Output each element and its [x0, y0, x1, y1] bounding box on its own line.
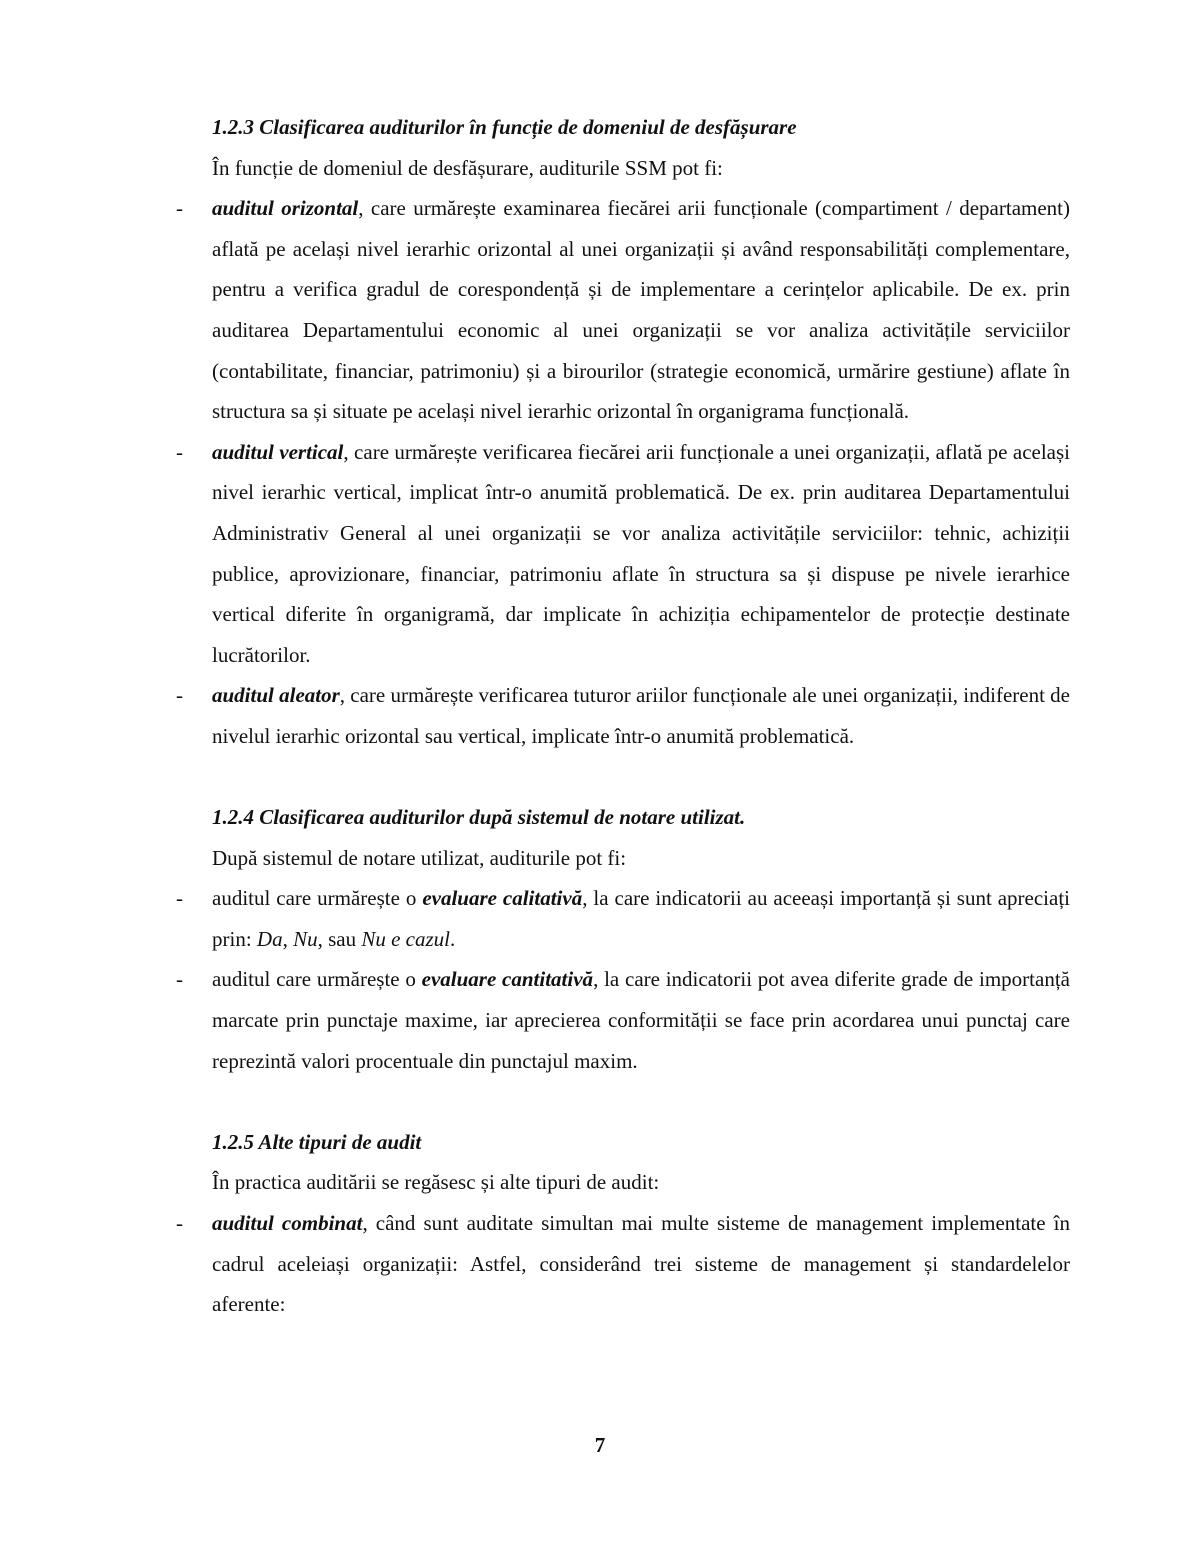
list-item-auditul-orizontal: [176, 188, 1070, 432]
section-intro-1-2-4: După sistemul de notare utilizat, auditurile pot fi:: [212, 845, 627, 870]
term-evaluare-cantitativa: evaluare cantitativă: [421, 967, 594, 992]
list-item-auditul-aleator: [176, 675, 1070, 756]
spacer: [212, 757, 1070, 798]
item-text: , la care indicatorii au aceeași importanță și sunt apreciați prin:: [212, 886, 1070, 951]
option-nu: Nu: [293, 926, 318, 951]
term-auditul-orizontal: auditul orizontal: [212, 196, 359, 221]
spacer: [212, 1081, 1070, 1122]
item-prefix: auditul care urmărește o: [212, 967, 422, 992]
option-nu-e-cazul: Nu e cazul: [361, 926, 451, 951]
item-text: , când sunt auditate simultan mai multe sisteme de management implementate în cadrul aceleiași organizații: Astfel, considerând trei sisteme de management și standardelelor aferente:: [212, 1211, 1071, 1317]
term-auditul-aleator: auditul aleator: [212, 683, 340, 708]
section-heading-1-2-5: 1.2.5 Alte tipuri de audit: [212, 1129, 422, 1154]
item-text: , care urmărește examinarea fiecărei arii funcționale (compartiment / departament) aflată pe același nivel ierarhic orizontal al unei organizații și având responsabilități complementare, pentru a verifica gradul de corespondență și de implementare a cerințelor aplicabile. De ex. prin auditarea Departamentului economic al unei organizații se vor analiza activitățile serviciilor (contabilitate, financiar, patrimoniu) și a birourilor (strategie economică, urmărire gestiune) aflate în structura sa și situate pe același nivel ierarhic orizontal în organigrama funcțională.: [212, 196, 1070, 424]
item-text: , care urmărește verificarea fiecărei arii funcționale a unei organizații, aflată pe același nivel ierarhic vertical, implicat într-o anumită problematică. De ex. prin auditarea Departamentului Administrativ General al unei organizații se vor analiza activitățile serviciilor: tehnic, achiziții publice, aprovizionare, financiar, patrimoniu aflate în structura sa și dispuse pe nivele ierarhice vertical diferite în organigramă, dar implicate în achiziția echipamentelor de protecție destinate lucrătorilor.: [212, 439, 1071, 667]
item-end: .: [450, 926, 456, 951]
section-intro-1-2-3: În funcție de domeniul de desfășurare, auditurile SSM pot fi:: [212, 155, 723, 180]
page-number: 7: [594, 1433, 606, 1457]
term-auditul-vertical: auditul vertical: [212, 439, 344, 464]
bullet-dash: -: [176, 967, 183, 992]
item-prefix: auditul care urmărește o: [212, 886, 423, 911]
list-item-auditul-vertical: [176, 432, 1071, 676]
separator: , sau: [317, 926, 362, 951]
term-auditul-combinat: auditul combinat: [212, 1211, 363, 1236]
page-content: [176, 107, 1071, 1325]
bullet-dash: -: [176, 439, 183, 464]
section-intro-1-2-5: În practica auditării se regăsesc și alte tipuri de audit:: [212, 1170, 660, 1195]
bullet-dash: -: [176, 683, 183, 708]
term-evaluare-calitativa: evaluare calitativă: [422, 886, 583, 911]
section-heading-1-2-4: 1.2.4 Clasificarea auditurilor după sistemul de notare utilizat.: [212, 805, 746, 830]
list-item-auditul-combinat: [176, 1203, 1071, 1325]
list-item-evaluare-cantitativa: [176, 959, 1070, 1081]
item-text: , la care indicatorii pot avea diferite grade de importanță marcate prin punctaje maxime, iar aprecierea conformității se face prin acordarea unui punctaj care reprezintă valori procentuale din punctajul maxim.: [212, 967, 1070, 1073]
bullet-dash: -: [176, 196, 183, 221]
item-text: , care urmărește verificarea tuturor ariilor funcționale ale unei organizații, indiferent de nivelul ierarhic orizontal sau vertical, implicate într-o anumită problematică.: [212, 683, 1070, 748]
bullet-dash: -: [176, 886, 183, 911]
section-heading-1-2-3: 1.2.3 Clasificarea auditurilor în funcție de domeniul de desfășurare: [212, 115, 797, 139]
separator: ,: [282, 926, 294, 951]
option-da: Da: [256, 926, 283, 951]
list-item-evaluare-calitativa: [176, 878, 1070, 959]
bullet-dash: -: [176, 1211, 183, 1236]
